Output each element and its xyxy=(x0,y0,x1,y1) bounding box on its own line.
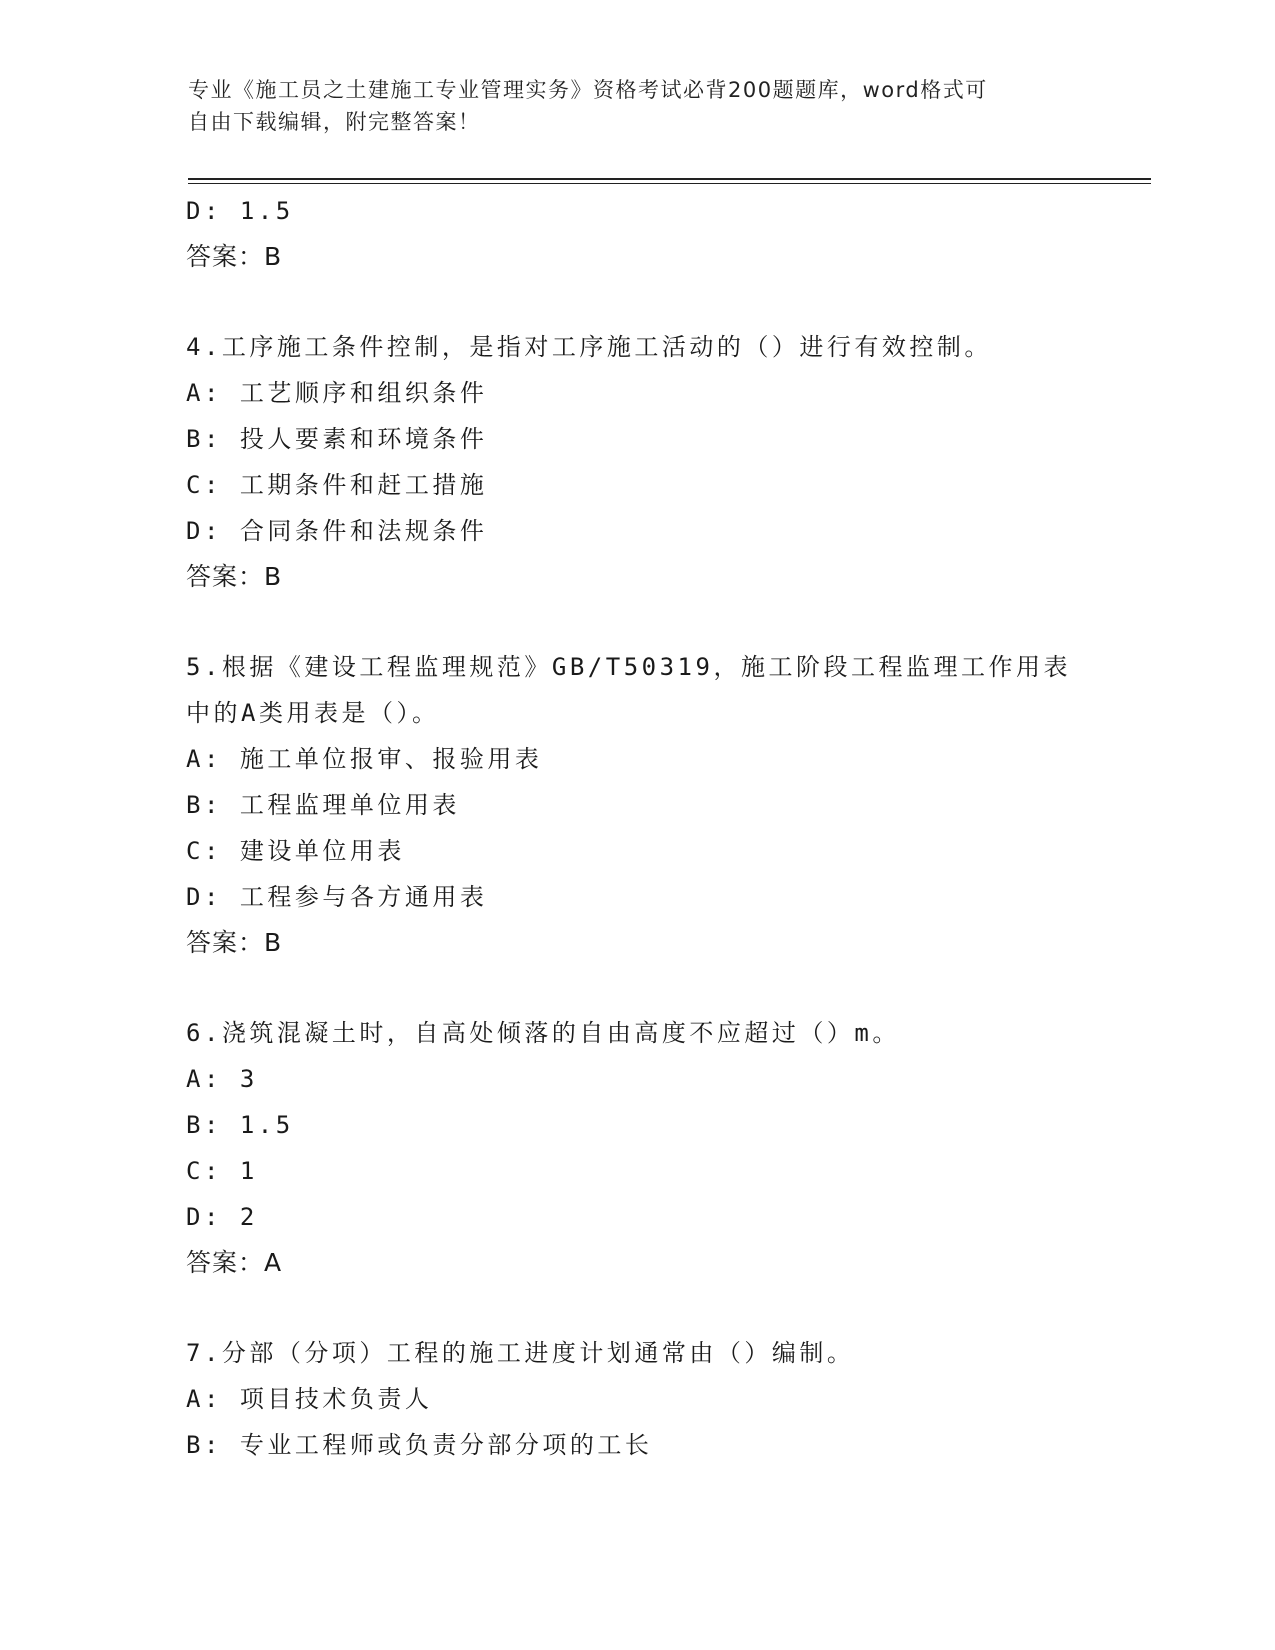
question-5 xyxy=(186,644,1106,966)
question-4 xyxy=(186,324,1106,600)
option-a: A: 项目技术负责人 xyxy=(186,1385,433,1413)
question-text: 7.分部（分项）工程的施工进度计划通常由（）编制。 xyxy=(186,1339,855,1367)
document-header xyxy=(188,74,1088,138)
document-body xyxy=(186,188,1106,1468)
question-text-line-1: 5.根据《建设工程监理规范》GB/T50319，施工阶段工程监理工作用表 xyxy=(186,653,1071,681)
question-6 xyxy=(186,1010,1106,1286)
option-a: A: 施工单位报审、报验用表 xyxy=(186,745,543,773)
header-rule-thin xyxy=(188,183,1151,184)
option-b: B: 1.5 xyxy=(186,1111,294,1139)
answer: 答案：A xyxy=(186,1248,283,1277)
option-d: D: 合同条件和法规条件 xyxy=(186,517,488,545)
option-c: C: 1 xyxy=(186,1157,258,1185)
question-7 xyxy=(186,1330,1106,1468)
option-d: D: 工程参与各方通用表 xyxy=(186,883,488,911)
question-text-line-2: 中的A类用表是（）。 xyxy=(186,699,440,727)
answer: 答案：B xyxy=(186,928,283,957)
header-rule-thick xyxy=(188,178,1151,180)
header-line-1: 专业《施工员之土建施工专业管理实务》资格考试必背200题题库，word格式可 xyxy=(188,78,988,102)
option-b: B: 专业工程师或负责分部分项的工长 xyxy=(186,1431,653,1459)
option-b: B: 工程监理单位用表 xyxy=(186,791,460,819)
option-d: D: 1.5 xyxy=(186,197,294,225)
option-d: D: 2 xyxy=(186,1203,258,1231)
question-3-tail xyxy=(186,188,1106,280)
header-line-2: 自由下载编辑，附完整答案！ xyxy=(188,110,481,134)
option-a: A: 3 xyxy=(186,1065,258,1093)
question-text: 4.工序施工条件控制，是指对工序施工活动的（）进行有效控制。 xyxy=(186,333,992,361)
answer: 答案：B xyxy=(186,562,283,591)
option-c: C: 工期条件和赶工措施 xyxy=(186,471,488,499)
answer: 答案：B xyxy=(186,242,283,271)
option-c: C: 建设单位用表 xyxy=(186,837,405,865)
question-text: 6.浇筑混凝土时，自高处倾落的自由高度不应超过（）m。 xyxy=(186,1019,900,1047)
option-b: B: 投人要素和环境条件 xyxy=(186,425,488,453)
option-a: A: 工艺顺序和组织条件 xyxy=(186,379,488,407)
